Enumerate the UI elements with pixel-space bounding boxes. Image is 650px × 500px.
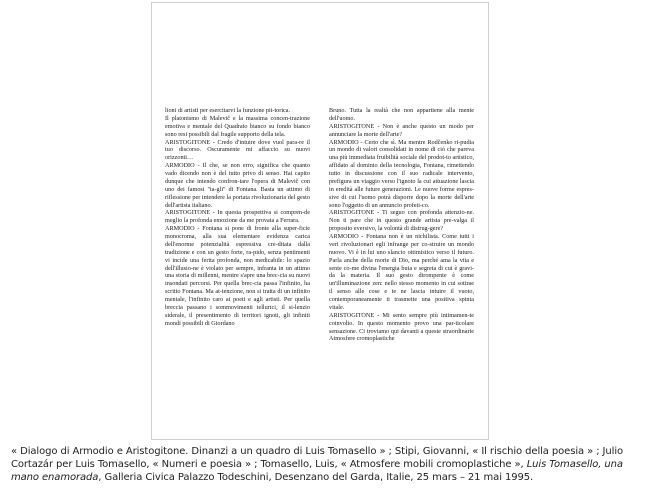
paragraph: Il platonismo di Malevič e la massima concen-trazione emotiva e mentale del Quadrato bianco su fondo bianco sono resi possibili dal fragile supporto della tela. [165,114,310,138]
paragraph: ARMODIO - Fontana non è un nichilista. Come tutti i veri rivoluzionari egli infrange per co-struire un mondo nuovo. Vi è in lui uno slancio ottimistico verso il futuro. Parla anche della morte di Dio, ma perché ama la vita e sente co-me divina l'energia buia e segreta di cui è gravi-da la materia. Il suo gesto dirompente è come un'illuminazione zen: nello stesso momento in cui sottrae il senso alle cose e te ne lascia intuire il vuoto, contemporaneamente ti trasmette una positiva spinta vitale. [329,233,474,311]
right-column [329,107,474,343]
paragraph: ARISTOGITONE - Non è anche questo un modo per annunciare la morte dell'arte? [329,122,474,138]
caption-text-end: , Galleria Civica Palazzo Todeschini, Desenzano del Garda, Italie, 25 mars – 21 mai 1995. [98,472,534,483]
paragraph: ARISTOGITONE - In questa prospettiva si compren-de meglio la profonda emozione da me provata a Ferrara. [165,209,310,225]
paragraph: ARISTOGITONE - Credo d'intuire dove vuol para-re il tuo discorso. Oscuramente mi affaccio su nuovi orizzonti… [165,138,310,162]
paragraph: ARMODIO - Certo che sì. Ma mentre Rodčenko ri-pudia un mondo di valori consolidati in nome di ciò che pareva una più immediata fruibilità sociale del prodot-to artistico, affidato al dominio della tecnologia, Fontana, rimettendo tutto in discussione con il suo radicale intervento, prefigura un viaggio verso l'ignoto la cui attuazione lascia in eredità alle future generazioni. Le nuove forme espres-sive di cui l'uomo potrà disporre dopo la morte dell'arte sono l'oggetto di un annuncio profeti-co. [329,138,474,209]
paragraph: ARMODIO - Il che, se non erro, significa che quanto vado dicendo non è del tutto privo di senso. Hai capito dunque che intendo confron-tare l'opera di Malevič con uno dei famosi "ta-gli" di Fontana. Basta un attimo di riflessione per intendere la portata rivoluzionaria del gesto dell'artista italiano. [165,162,310,209]
paragraph: lioni di artisti per esercitarvi la funzione pit-torica. [165,107,291,114]
paragraph: ARISTOGITONE - Mi sento sempre più intimamen-te coinvolto. In questo momento provo una par-ticolare sensazione. Ci troviamo qui davanti a queste straordinarie Atmosfere cromoplastiche [329,311,474,343]
paragraph: ARISTOGITONE - Ti seguo con profonda attenzio-ne. Non ti pare che in questo grande artista pre-valga il proposito eversivo, la volontà di distrug-gere? [329,209,474,233]
paragraph: Bruno. Tutta la realtà che non appartiene alla mente dell'uomo. [329,107,474,122]
image-caption [11,445,639,484]
caption-italic-title: Luis Tomasello, una mano enamorada [11,459,623,483]
paragraph: ARMODIO - Fontana si pone di fronte alla super-ficie monocroma, alla sua elementare evidenza carica dell'enorme potenzialità espressiva cre-ditata dalla tradizione e con un gesto forte, ra-pido, senza pentimenti vi incide una ferita profonda, non medicabile: lo spazio dell'illusio-ne è violato per sempre, infranta in un attimo una storia di millenni, mentre s'apre una brec-cia su nuovi insondati percorsi. Per quella brec-cia passa l'infinito, ha scritto Fontana. Ma at-tenzione, non si tratta di un infinito mentale, l'infinito caro ai poeti e agli artisti. Per quella breccia passano i sommovimenti tellurici, il si-lenzio siderale, il presentimento di territori ignoti, gli infiniti mondi possibili di Giordano [165,225,310,327]
left-column [165,107,310,328]
caption-text: « Dialogo di Armodio e Aristogitone. Dinanzi a un quadro di Luis Tomasello » ; Stipi, Giovanni, « Il rischio della poesia » ; Julio Cortazár per Luis Tomasello, « Numeri e poesia » ; Tomasello, Luis, « Atmosfere mobili cromoplastiche », [11,446,624,470]
